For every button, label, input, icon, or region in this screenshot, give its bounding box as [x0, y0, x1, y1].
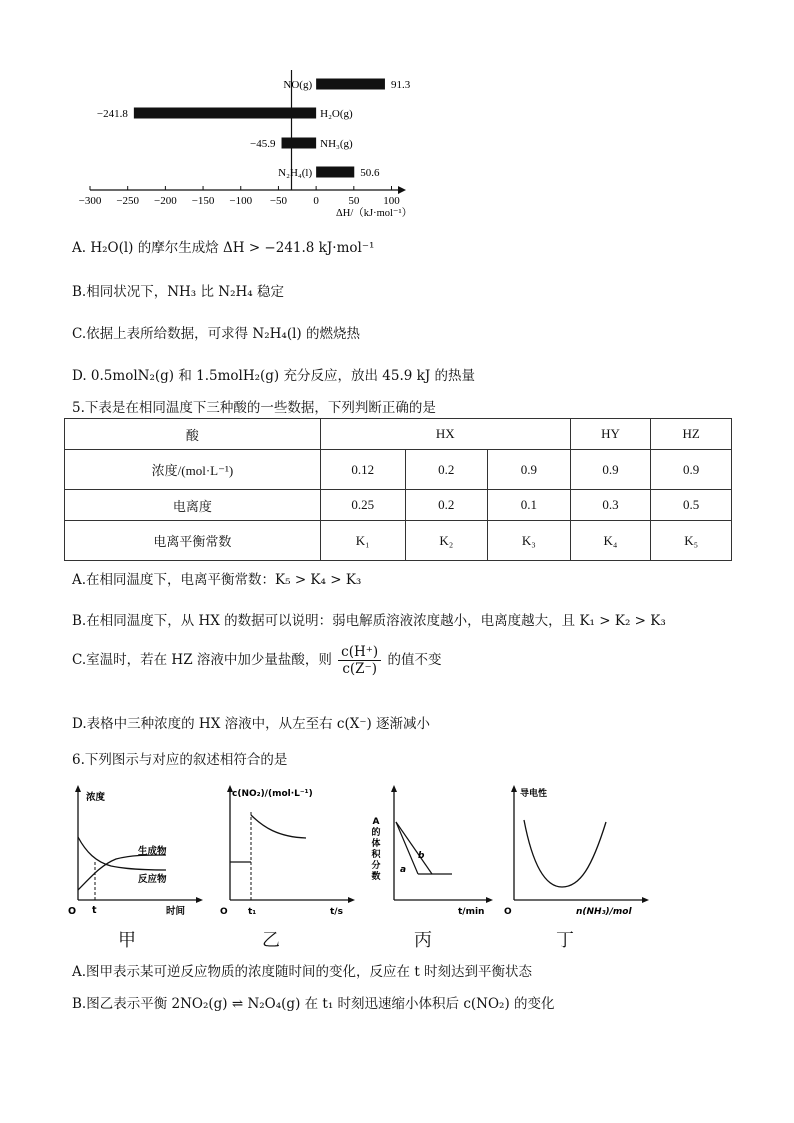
graph-yi-t1: t₁: [248, 907, 257, 917]
graph-jia-reactant-label: 反应物: [138, 874, 167, 885]
x-tick-label: −50: [269, 195, 288, 207]
x-axis-arrow: [196, 897, 203, 903]
graph-yi-xlabel: t/s: [330, 907, 343, 917]
header-hy: HY: [570, 419, 651, 450]
q6-option-b: B.图乙表示平衡 2NO₂(g) ⇌ N₂O₄(g) 在 t₁ 时刻迅速缩小体积后 c(NO₂) 的变化: [72, 996, 555, 1012]
graph-ding-name: 丁: [556, 930, 574, 951]
q4-option-c: C.依据上表所给数据，可求得 N₂H₄(l) 的燃烧热: [72, 326, 360, 342]
x-tick-label: −150: [191, 195, 215, 207]
graph-jia: [66, 782, 206, 922]
graph-bing-name: 丙: [414, 930, 432, 951]
x-axis-arrow: [348, 897, 355, 903]
header-hz: HZ: [651, 419, 732, 450]
table-cell: K₁: [320, 521, 405, 561]
table-cell: 0.1: [488, 490, 571, 521]
table-cell: 0.3: [570, 490, 651, 521]
x-axis-arrow: [486, 897, 493, 903]
graph-ding-xlabel: n(NH₃)/mol: [576, 907, 632, 917]
graph-yi-name: 乙: [262, 930, 280, 951]
table-row: [65, 521, 732, 561]
x-tick-label: −250: [116, 195, 140, 207]
y-axis-arrow: [391, 785, 397, 792]
table-row: [65, 419, 732, 450]
enthalpy-bar-chart: [60, 62, 440, 227]
table-cell: K₂: [405, 521, 488, 561]
header-acid: 酸: [65, 419, 321, 450]
bar-category-label: N₂H₄(l): [278, 167, 313, 179]
x-tick-label: −300: [78, 195, 102, 207]
graph-yi-ylabel: c(NO₂)/(mol·L⁻¹): [232, 789, 313, 799]
bar: [134, 108, 316, 119]
q4-option-d: D. 0.5molN₂(g) 和 1.5molH₂(g) 充分反应，放出 45.9 kJ 的热量: [72, 368, 476, 384]
bar: [316, 79, 385, 90]
bar: [282, 138, 317, 149]
x-tick-label: 100: [383, 195, 400, 207]
x-tick-label: −100: [229, 195, 253, 207]
row-label-concentration: 浓度/(mol·L⁻¹): [65, 450, 321, 490]
graph-jia-xlabel: 时间: [166, 906, 186, 917]
x-axis-title: ΔH/（kJ·mol⁻¹）: [336, 208, 413, 219]
bar-value-label: −45.9: [250, 138, 276, 150]
q4-option-a: A. H₂O(l) 的摩尔生成焓 ΔH > −241.8 kJ·mol⁻¹: [72, 240, 375, 256]
q5-option-d: D.表格中三种浓度的 HX 溶液中，从左至右 c(X⁻) 逐渐减小: [72, 716, 431, 732]
header-hx: HX: [320, 419, 570, 450]
graph-ding: [502, 782, 652, 922]
y-axis-arrow: [511, 785, 517, 792]
graph-jia-ylabel: 浓度: [86, 792, 106, 803]
fraction-numerator: c(H⁺): [338, 644, 381, 661]
q4-option-b: B.相同状况下，NH₃ 比 N₂H₄ 稳定: [72, 284, 284, 300]
bar-value-label: 50.6: [360, 167, 380, 179]
graph-yi-origin: O: [220, 907, 228, 917]
q5-option-c-prefix: C.室温时，若在 HZ 溶液中加少量盐酸，则: [72, 652, 332, 668]
table-cell: 0.9: [488, 450, 571, 490]
row-label-ionization: 电离度: [65, 490, 321, 521]
ratio-fraction: [338, 644, 381, 677]
conductivity-curve: [524, 820, 606, 887]
table-cell: 0.2: [405, 450, 488, 490]
table-row: [65, 490, 732, 521]
fraction-denominator: c(Z⁻): [342, 661, 377, 677]
no2-curve: [251, 815, 306, 838]
q5-option-c: [72, 644, 441, 677]
acid-data-table: [64, 418, 732, 561]
bar-category-label: NO(g): [283, 79, 313, 91]
graph-bing-a-label: a: [400, 865, 407, 875]
graph-ding-ylabel: 导电性: [520, 789, 548, 799]
graph-jia-t: t: [92, 905, 97, 916]
bar: [316, 167, 354, 178]
graph-jia-name: 甲: [118, 930, 136, 951]
graph-bing-xlabel: t/min: [458, 907, 485, 917]
q6-stem: 6.下列图示与对应的叙述相符合的是: [72, 752, 288, 768]
graph-jia-product-label: 生成物: [138, 846, 167, 857]
x-tick-label: 50: [348, 195, 360, 207]
y-axis-arrow: [75, 785, 81, 792]
q6-option-a: A.图甲表示某可逆反应物质的浓度随时间的变化，反应在 t 时刻达到平衡状态: [72, 964, 533, 980]
table-cell: 0.25: [320, 490, 405, 521]
graph-bing-b-label: b: [418, 851, 425, 861]
table-cell: K₅: [651, 521, 732, 561]
bar-category-label: NH₃(g): [320, 138, 353, 150]
x-tick-label: −200: [154, 195, 177, 207]
graph-bing: [366, 782, 496, 922]
table-row: [65, 450, 732, 490]
q5-stem: 5.下表是在相同温度下三种酸的一些数据，下列判断正确的是: [72, 400, 436, 416]
table-cell: 0.12: [320, 450, 405, 490]
q5-option-a: A.在相同温度下，电离平衡常数：K₅ > K₄ > K₃: [72, 572, 362, 588]
bar-category-label: H₂O(g): [320, 108, 353, 120]
table-cell: K₃: [488, 521, 571, 561]
graph-yi: [218, 782, 358, 922]
graph-jia-origin: O: [68, 906, 77, 917]
table-cell: K₄: [570, 521, 651, 561]
graph-ding-origin: O: [504, 907, 512, 917]
bar-value-label: 91.3: [390, 79, 411, 91]
x-tick-label: 0: [313, 195, 319, 207]
bar-value-label: −241.8: [96, 108, 128, 120]
table-cell: 0.9: [570, 450, 651, 490]
x-axis-arrow: [398, 186, 406, 194]
x-axis-arrow: [642, 897, 649, 903]
table-cell: 0.9: [651, 450, 732, 490]
q5-option-c-suffix: 的值不变: [387, 652, 442, 668]
table-cell: 0.2: [405, 490, 488, 521]
row-label-constant: 电离平衡常数: [65, 521, 321, 561]
table-cell: 0.5: [651, 490, 732, 521]
q5-option-b: B.在相同温度下，从 HX 的数据可以说明：弱电解质溶液浓度越小，电离度越大，且 K₁ > K₂ > K₃: [72, 613, 666, 629]
graph-bing-ylabel: A 的体积分数: [371, 817, 381, 882]
